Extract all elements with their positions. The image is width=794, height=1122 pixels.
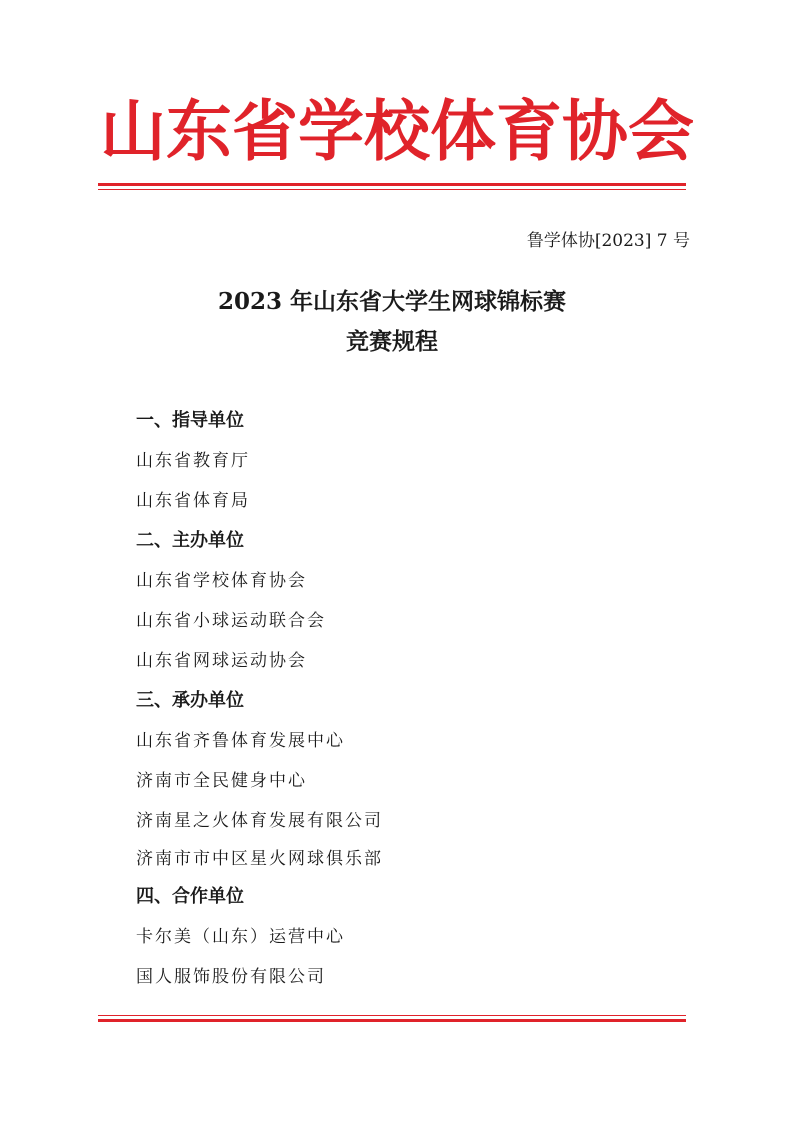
header-divider-thick (98, 183, 686, 186)
document-number: 鲁学体协[2023] 7 号 (526, 231, 690, 251)
section-item: 山东省学校体育协会 (136, 571, 307, 591)
section-item: 山东省齐鲁体育发展中心 (136, 731, 345, 751)
section-item: 山东省网球运动协会 (136, 651, 307, 671)
document-title-line-2: 竞赛规程 (346, 328, 438, 355)
footer-divider-thin (98, 1015, 686, 1016)
section-heading-organizer: 三、承办单位 (136, 690, 244, 711)
section-item: 济南市全民健身中心 (136, 771, 307, 791)
section-heading-partners: 四、合作单位 (136, 886, 244, 907)
section-item: 山东省小球运动联合会 (136, 611, 326, 631)
section-item: 国人服饰股份有限公司 (136, 967, 326, 987)
section-item: 济南市市中区星火网球俱乐部 (136, 849, 383, 869)
organization-header: 山东省学校体育协会 (100, 92, 694, 170)
section-heading-guidance: 一、指导单位 (136, 410, 244, 431)
section-item: 卡尔美（山东）运营中心 (136, 927, 345, 947)
section-heading-host: 二、主办单位 (136, 530, 244, 551)
footer-divider-thick (98, 1019, 686, 1022)
header-divider-thin (98, 189, 686, 190)
section-item: 山东省体育局 (136, 491, 250, 511)
section-item: 山东省教育厅 (136, 451, 250, 471)
section-item: 济南星之火体育发展有限公司 (136, 811, 383, 831)
document-title-line-1: 2023 年山东省大学生网球锦标赛 (217, 288, 567, 315)
